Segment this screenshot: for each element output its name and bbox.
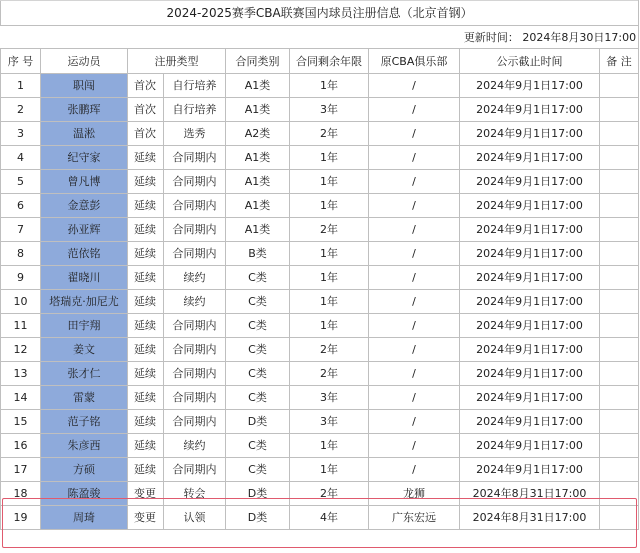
cell-contract-type: A1类 — [226, 74, 290, 98]
cell-years-left: 1年 — [290, 242, 369, 266]
cell-deadline: 2024年9月1日17:00 — [460, 314, 600, 338]
update-time: 更新时间： 2024年8月30日17:00 — [1, 26, 639, 49]
cell-reg-subtype: 合同期内 — [164, 146, 226, 170]
cell-athlete: 孙亚辉 — [41, 218, 128, 242]
table-row — [1, 170, 639, 194]
cell-note — [600, 410, 639, 434]
cell-prev-club: / — [369, 458, 460, 482]
cell-no: 6 — [1, 194, 41, 218]
cell-years-left: 1年 — [290, 290, 369, 314]
cell-years-left: 1年 — [290, 458, 369, 482]
cell-reg-type: 延续 — [128, 410, 164, 434]
cell-contract-type: C类 — [226, 386, 290, 410]
table-row — [1, 314, 639, 338]
cell-athlete: 曾凡博 — [41, 170, 128, 194]
cell-note — [600, 218, 639, 242]
cell-reg-type: 延续 — [128, 218, 164, 242]
cell-contract-type: C类 — [226, 434, 290, 458]
header-contract-type: 合同类别 — [226, 49, 290, 74]
cell-note — [600, 434, 639, 458]
cell-athlete: 纪守家 — [41, 146, 128, 170]
cell-deadline: 2024年9月1日17:00 — [460, 122, 600, 146]
header-row — [1, 49, 639, 74]
cell-years-left: 1年 — [290, 314, 369, 338]
cell-no: 16 — [1, 434, 41, 458]
table-row — [1, 146, 639, 170]
cell-deadline: 2024年9月1日17:00 — [460, 242, 600, 266]
cell-note — [600, 146, 639, 170]
cell-reg-type: 延续 — [128, 314, 164, 338]
cell-no: 15 — [1, 410, 41, 434]
cell-note — [600, 290, 639, 314]
cell-contract-type: A1类 — [226, 170, 290, 194]
cell-reg-subtype: 合同期内 — [164, 410, 226, 434]
cell-contract-type: C类 — [226, 458, 290, 482]
cell-reg-type: 延续 — [128, 386, 164, 410]
cell-contract-type: D类 — [226, 482, 290, 506]
cell-no: 1 — [1, 74, 41, 98]
cell-deadline: 2024年9月1日17:00 — [460, 266, 600, 290]
cell-no: 13 — [1, 362, 41, 386]
cell-prev-club: / — [369, 170, 460, 194]
cell-reg-subtype: 合同期内 — [164, 170, 226, 194]
cell-note — [600, 506, 639, 530]
cell-deadline: 2024年9月1日17:00 — [460, 458, 600, 482]
cell-prev-club: / — [369, 146, 460, 170]
cell-reg-type: 延续 — [128, 194, 164, 218]
cell-note — [600, 386, 639, 410]
cell-prev-club: / — [369, 362, 460, 386]
cell-prev-club: / — [369, 338, 460, 362]
cell-contract-type: C类 — [226, 362, 290, 386]
table-row — [1, 98, 639, 122]
cell-prev-club: / — [369, 290, 460, 314]
header-reg-type: 注册类型 — [128, 49, 226, 74]
cell-reg-type: 变更 — [128, 482, 164, 506]
cell-contract-type: B类 — [226, 242, 290, 266]
cell-athlete: 翟晓川 — [41, 266, 128, 290]
cell-note — [600, 458, 639, 482]
cell-reg-type: 延续 — [128, 362, 164, 386]
cell-prev-club: / — [369, 434, 460, 458]
update-row — [1, 26, 639, 49]
cell-deadline: 2024年9月1日17:00 — [460, 194, 600, 218]
cell-contract-type: A1类 — [226, 98, 290, 122]
cell-no: 18 — [1, 482, 41, 506]
cell-years-left: 2年 — [290, 122, 369, 146]
cell-years-left: 1年 — [290, 74, 369, 98]
cell-reg-type: 延续 — [128, 170, 164, 194]
cell-prev-club: / — [369, 386, 460, 410]
cell-prev-club: / — [369, 410, 460, 434]
cell-note — [600, 98, 639, 122]
cell-contract-type: A1类 — [226, 146, 290, 170]
cell-contract-type: C类 — [226, 314, 290, 338]
cell-athlete: 姜文 — [41, 338, 128, 362]
cell-reg-subtype: 合同期内 — [164, 242, 226, 266]
cell-years-left: 1年 — [290, 146, 369, 170]
cell-reg-type: 首次 — [128, 74, 164, 98]
cell-athlete: 职闯 — [41, 74, 128, 98]
table-row — [1, 194, 639, 218]
cell-years-left: 2年 — [290, 362, 369, 386]
sheet-title: 2024-2025赛季CBA联赛国内球员注册信息（北京首钢） — [1, 1, 639, 26]
cell-athlete: 陈盈骏 — [41, 482, 128, 506]
cell-no: 5 — [1, 170, 41, 194]
cell-note — [600, 338, 639, 362]
cell-athlete: 周琦 — [41, 506, 128, 530]
cell-reg-subtype: 转会 — [164, 482, 226, 506]
cell-years-left: 1年 — [290, 194, 369, 218]
table-row — [1, 410, 639, 434]
cell-years-left: 1年 — [290, 170, 369, 194]
table-row — [1, 506, 639, 530]
cell-no: 2 — [1, 98, 41, 122]
table-row — [1, 482, 639, 506]
table-body — [1, 1, 639, 530]
cell-prev-club: / — [369, 98, 460, 122]
cell-reg-subtype: 合同期内 — [164, 362, 226, 386]
cell-contract-type: D类 — [226, 410, 290, 434]
cell-deadline: 2024年9月1日17:00 — [460, 98, 600, 122]
cell-no: 3 — [1, 122, 41, 146]
cell-no: 7 — [1, 218, 41, 242]
cell-no: 9 — [1, 266, 41, 290]
header-deadline: 公示截止时间 — [460, 49, 600, 74]
cell-note — [600, 482, 639, 506]
cell-no: 14 — [1, 386, 41, 410]
cell-years-left: 3年 — [290, 410, 369, 434]
cell-athlete: 方硕 — [41, 458, 128, 482]
cell-no: 19 — [1, 506, 41, 530]
cell-no: 10 — [1, 290, 41, 314]
cell-note — [600, 170, 639, 194]
cell-reg-type: 延续 — [128, 266, 164, 290]
cell-reg-type: 延续 — [128, 146, 164, 170]
cell-deadline: 2024年9月1日17:00 — [460, 338, 600, 362]
cell-contract-type: A1类 — [226, 218, 290, 242]
cell-years-left: 1年 — [290, 434, 369, 458]
cell-no: 12 — [1, 338, 41, 362]
cell-years-left: 4年 — [290, 506, 369, 530]
header-athlete: 运动员 — [41, 49, 128, 74]
cell-athlete: 朱彦西 — [41, 434, 128, 458]
cell-reg-subtype: 选秀 — [164, 122, 226, 146]
cell-contract-type: C类 — [226, 266, 290, 290]
table-row — [1, 434, 639, 458]
cell-reg-subtype: 合同期内 — [164, 386, 226, 410]
table-row — [1, 338, 639, 362]
cell-reg-type: 延续 — [128, 338, 164, 362]
table-row — [1, 290, 639, 314]
header-note: 备 注 — [600, 49, 639, 74]
cell-prev-club: / — [369, 266, 460, 290]
cell-note — [600, 74, 639, 98]
cell-note — [600, 194, 639, 218]
cell-athlete: 塔瑞克·加尼尤 — [41, 290, 128, 314]
cell-deadline: 2024年8月31日17:00 — [460, 506, 600, 530]
cell-years-left: 2年 — [290, 482, 369, 506]
cell-prev-club: 广东宏远 — [369, 506, 460, 530]
cell-contract-type: D类 — [226, 506, 290, 530]
table-row — [1, 74, 639, 98]
cell-years-left: 2年 — [290, 218, 369, 242]
cell-deadline: 2024年9月1日17:00 — [460, 410, 600, 434]
cell-reg-type: 变更 — [128, 506, 164, 530]
cell-prev-club: / — [369, 218, 460, 242]
cell-reg-type: 首次 — [128, 122, 164, 146]
cell-prev-club: / — [369, 242, 460, 266]
cell-no: 4 — [1, 146, 41, 170]
cell-no: 17 — [1, 458, 41, 482]
table-row — [1, 362, 639, 386]
cell-athlete: 范依铭 — [41, 242, 128, 266]
cell-athlete: 温淞 — [41, 122, 128, 146]
cell-athlete: 田宇翔 — [41, 314, 128, 338]
cell-athlete: 雷蒙 — [41, 386, 128, 410]
table-row — [1, 122, 639, 146]
cell-reg-subtype: 自行培养 — [164, 98, 226, 122]
header-no: 序 号 — [1, 49, 41, 74]
cell-deadline: 2024年9月1日17:00 — [460, 170, 600, 194]
cell-deadline: 2024年9月1日17:00 — [460, 74, 600, 98]
cell-reg-subtype: 自行培养 — [164, 74, 226, 98]
table-row — [1, 266, 639, 290]
cell-reg-type: 延续 — [128, 290, 164, 314]
cell-reg-type: 延续 — [128, 458, 164, 482]
cell-reg-subtype: 合同期内 — [164, 314, 226, 338]
cell-deadline: 2024年9月1日17:00 — [460, 386, 600, 410]
cell-years-left: 3年 — [290, 386, 369, 410]
cell-reg-subtype: 续约 — [164, 290, 226, 314]
cell-athlete: 范子铭 — [41, 410, 128, 434]
header-years-left: 合同剩余年限 — [290, 49, 369, 74]
cell-deadline: 2024年9月1日17:00 — [460, 218, 600, 242]
cell-note — [600, 362, 639, 386]
cell-athlete: 张才仁 — [41, 362, 128, 386]
cell-deadline: 2024年9月1日17:00 — [460, 362, 600, 386]
cell-deadline: 2024年9月1日17:00 — [460, 290, 600, 314]
cell-reg-type: 延续 — [128, 242, 164, 266]
table-row — [1, 218, 639, 242]
cell-prev-club: / — [369, 314, 460, 338]
cell-reg-subtype: 合同期内 — [164, 338, 226, 362]
cell-contract-type: C类 — [226, 338, 290, 362]
cell-reg-subtype: 续约 — [164, 266, 226, 290]
cell-reg-type: 延续 — [128, 434, 164, 458]
cell-prev-club: / — [369, 122, 460, 146]
table-row — [1, 386, 639, 410]
header-prev-club: 原CBA俱乐部 — [369, 49, 460, 74]
cell-reg-subtype: 合同期内 — [164, 218, 226, 242]
cell-deadline: 2024年9月1日17:00 — [460, 146, 600, 170]
cell-deadline: 2024年8月31日17:00 — [460, 482, 600, 506]
cell-deadline: 2024年9月1日17:00 — [460, 434, 600, 458]
cell-note — [600, 266, 639, 290]
cell-reg-subtype: 合同期内 — [164, 194, 226, 218]
cell-prev-club: 龙狮 — [369, 482, 460, 506]
cell-athlete: 金意彭 — [41, 194, 128, 218]
cell-athlete: 张鹏珲 — [41, 98, 128, 122]
cell-reg-type: 首次 — [128, 98, 164, 122]
title-row — [1, 1, 639, 26]
cell-reg-subtype: 续约 — [164, 434, 226, 458]
table-row — [1, 242, 639, 266]
cell-note — [600, 122, 639, 146]
cell-contract-type: A1类 — [226, 194, 290, 218]
cell-no: 11 — [1, 314, 41, 338]
cell-years-left: 2年 — [290, 338, 369, 362]
cell-years-left: 3年 — [290, 98, 369, 122]
cell-years-left: 1年 — [290, 266, 369, 290]
cell-prev-club: / — [369, 74, 460, 98]
cell-prev-club: / — [369, 194, 460, 218]
cell-note — [600, 242, 639, 266]
cell-contract-type: C类 — [226, 290, 290, 314]
cell-reg-subtype: 认领 — [164, 506, 226, 530]
cell-reg-subtype: 合同期内 — [164, 458, 226, 482]
table-row — [1, 458, 639, 482]
cell-contract-type: A2类 — [226, 122, 290, 146]
cell-no: 8 — [1, 242, 41, 266]
cell-note — [600, 314, 639, 338]
